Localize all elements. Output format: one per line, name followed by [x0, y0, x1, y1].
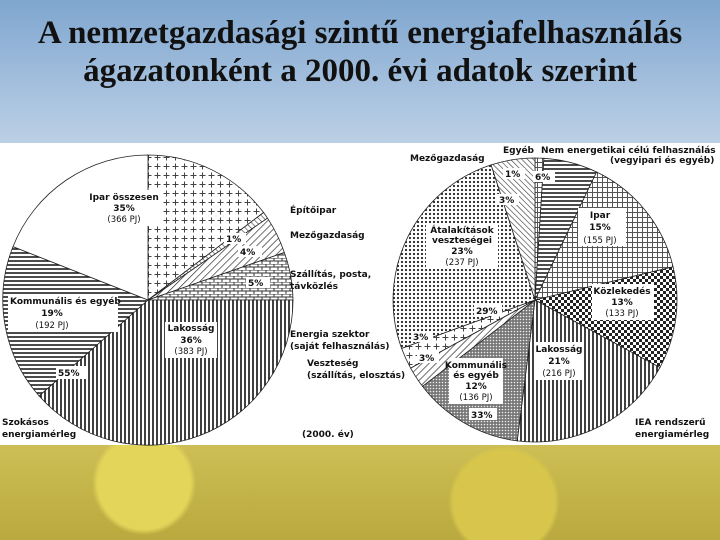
right-lak-pj: (216 PJ): [542, 369, 576, 379]
right-kozl-pct: 13%: [611, 298, 633, 308]
label-veszteseg-2: (szállítás, elosztás): [307, 371, 406, 381]
label-szallitas-2: távközlés: [290, 282, 338, 292]
left-ipar-pct: 35%: [113, 204, 135, 214]
footer-right-2: energiamérleg: [635, 430, 710, 440]
left-epitoipar-pct: 1%: [226, 235, 242, 245]
right-energia-pct: 3%: [413, 333, 429, 343]
right-lak-name: Lakosság: [535, 345, 583, 355]
label-szallitas-1: Szállítás, posta,: [290, 270, 372, 280]
label-epitoipar: Építőipar: [290, 206, 337, 216]
label-mezogazdasag: Mezőgazdaság: [290, 231, 365, 241]
right-nemenerg-pct: 6%: [535, 173, 551, 183]
right-komm-name2: és egyéb: [453, 371, 499, 381]
right-egyeb-pct: 1%: [505, 170, 521, 180]
footer-center: (2000. év): [302, 430, 354, 440]
title-line-2: ágazatonként a 2000. évi adatok szerint: [83, 53, 637, 89]
label-veszteseg-1: Veszteség: [307, 359, 359, 369]
right-lak-pct: 21%: [548, 357, 570, 367]
right-mezo-pct: 3%: [499, 196, 515, 206]
right-ipar-pj: (155 PJ): [583, 236, 617, 246]
right-komm-name: Kommunális: [444, 361, 508, 371]
left-ipar-name: Ipar összesen: [89, 193, 159, 203]
right-komm-pj: (136 PJ): [459, 393, 493, 403]
left-kommunalis-pct: 19%: [41, 309, 63, 319]
left-szall-pct: 5%: [248, 279, 264, 289]
left-mezo-pct: 4%: [240, 248, 256, 258]
left-lakossag-name: Lakosság: [167, 324, 215, 334]
right-egyeb-name: Egyéb: [503, 146, 535, 156]
left-kommunalis-pj: (192 PJ): [35, 321, 69, 331]
footer-left-2: energiamérleg: [2, 430, 77, 440]
right-nemenerg-line1: Nem energetikai célú felhasználás: [541, 146, 716, 156]
right-group-29: 29%: [476, 307, 498, 317]
right-atal-name2: veszteségei: [431, 236, 493, 246]
left-pie: [3, 155, 293, 445]
middle-labels: [290, 204, 405, 381]
right-atal-pct: 23%: [451, 247, 473, 257]
right-mezo-name: Mezőgazdaság: [410, 154, 485, 164]
right-group-33: 33%: [471, 411, 493, 421]
right-ipar-name: Ipar: [589, 211, 611, 221]
right-atal-name: Átalakítások: [430, 226, 494, 236]
footer-right-1: IEA rendszerű: [635, 418, 706, 428]
right-vesz-pct: 3%: [419, 354, 435, 364]
left-group-pct: 55%: [58, 369, 80, 379]
label-energia-2: (saját felhasználás): [290, 342, 390, 352]
right-kozl-name: Közlekedés: [593, 287, 651, 297]
right-kozl-pj: (133 PJ): [605, 309, 639, 319]
left-kommunalis-name: Kommunális és egyéb: [10, 297, 121, 307]
right-ipar-pct: 15%: [589, 223, 611, 233]
left-lakossag-pct: 36%: [180, 336, 202, 346]
right-pie: [393, 145, 716, 442]
right-komm-pct: 12%: [465, 382, 487, 392]
left-lakossag-pj: (383 PJ): [174, 347, 208, 357]
title-line-1: A nemzetgazdasági szintű energiafelhasználás: [37, 15, 683, 51]
footer-left-1: Szokásos: [2, 418, 49, 428]
right-atal-pj: (237 PJ): [445, 258, 479, 268]
right-nemenerg-line2: (vegyipari és egyéb): [610, 156, 715, 166]
left-ipar-pj: (366 PJ): [107, 215, 141, 225]
label-energia-1: Energia szektor: [290, 330, 370, 340]
